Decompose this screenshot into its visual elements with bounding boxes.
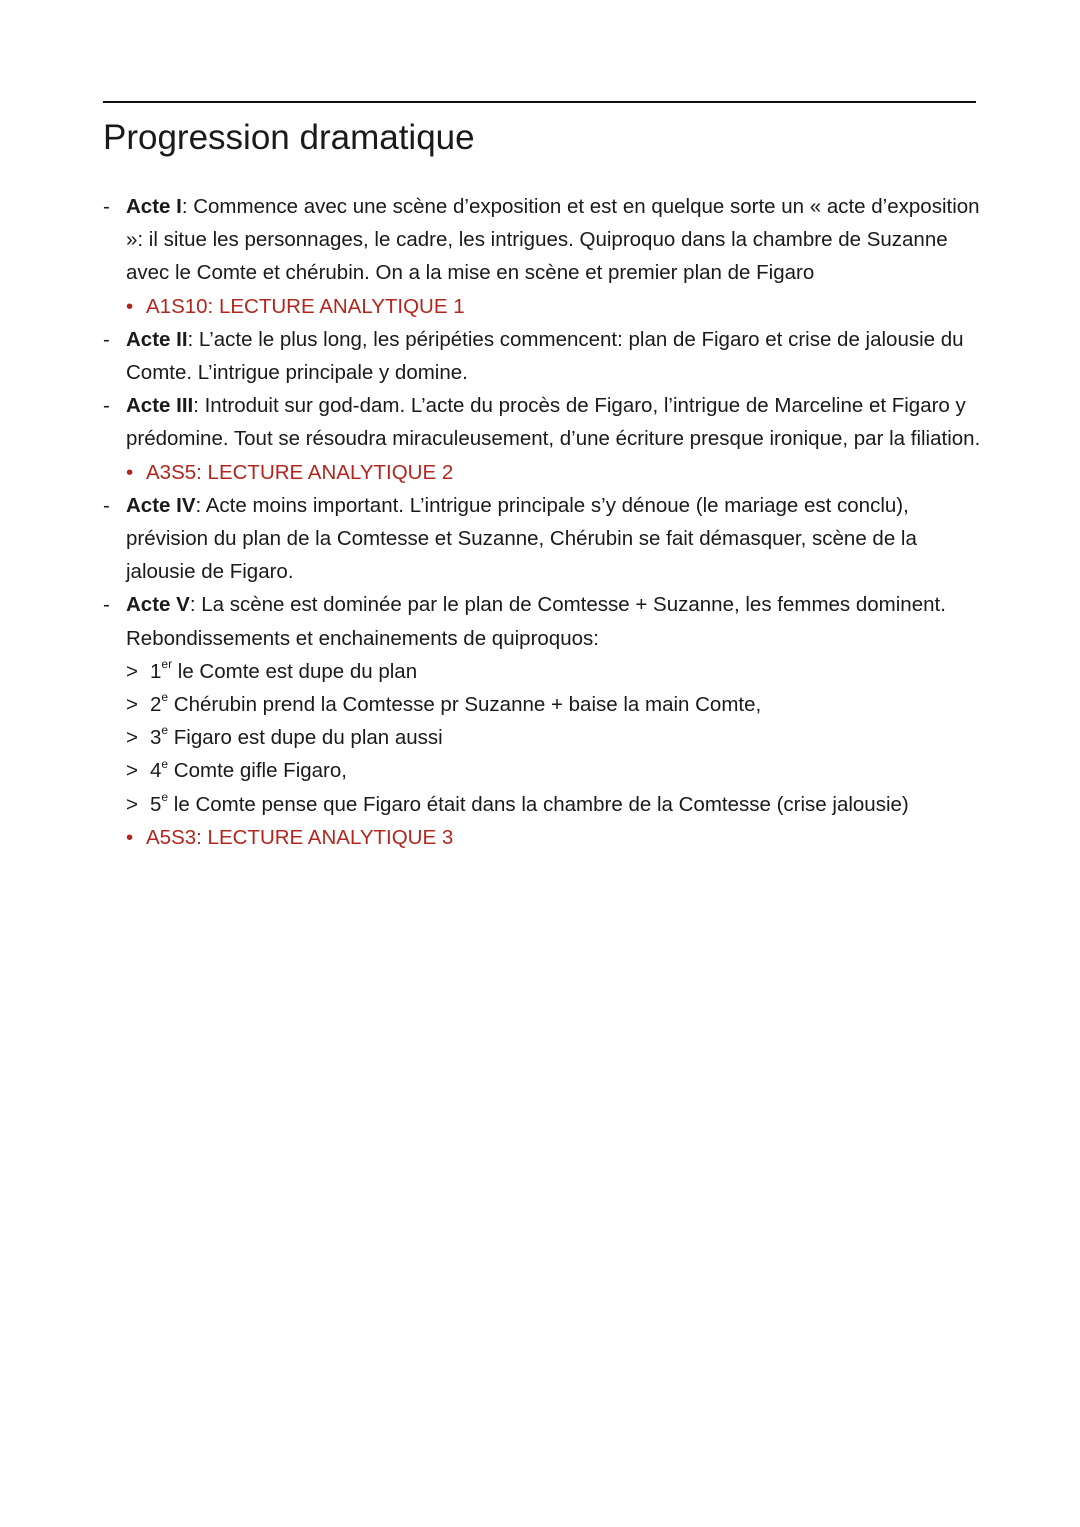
acte-i-item	[103, 190, 983, 290]
acte-name: Acte V	[126, 593, 190, 617]
quiproquo-item-1: > 1er le Comte est dupe du plan	[103, 655, 983, 688]
arrow-icon: >	[126, 726, 138, 750]
acte-text: : Commence avec une scène d’exposition et est en quelque sorte un « acte d’exposition »: il situe les personnages, le cadre, les intrigues. Quiproquo dans la chambre de Suzanne avec le Comte et chérubin. On a la mise en scène et premier plan de Figaro	[126, 195, 980, 285]
page-title: Progression dramatique	[103, 118, 475, 157]
dash-marker: -	[103, 195, 110, 218]
dash-marker: -	[103, 593, 110, 617]
acte-name: Acte I	[126, 195, 182, 218]
quiproquo-item-2: > $2^e$ Chérubin prend la Comtesse pr Suzanne + baise la main Comte,	[103, 688, 983, 721]
arrow-icon: >	[126, 792, 138, 816]
acte-v-item	[103, 588, 983, 654]
acte-name: Acte III	[126, 394, 194, 418]
document-body	[103, 190, 983, 854]
arrow-icon: >	[126, 693, 138, 717]
lecture-analytique-2: • A3S5: LECTURE ANALYTIQUE 2	[103, 456, 983, 489]
arrow-icon: >	[126, 659, 138, 683]
acte-text: : La scène est dominée par le plan de Comtesse + Suzanne, les femmes dominent. Rebondissements et enchainements de quiproquos:	[126, 593, 946, 650]
lecture-analytique-1: • A1S10: LECTURE ANALYTIQUE 1	[103, 290, 983, 323]
dash-marker: -	[103, 327, 110, 351]
bullet-icon: •	[126, 460, 134, 484]
acte-ii-item	[103, 323, 983, 389]
acte-text: : L’acte le plus long, les péripéties commencent: plan de Figaro et crise de jalousie du Comte. L’intrigue principale y domine.	[126, 327, 964, 385]
quiproquo-item-5: > $5^e$ le Comte pense que Figaro était dans la chambre de la Comtesse (crise jalousie)	[103, 788, 983, 821]
bullet-icon: •	[126, 294, 134, 318]
acte-iii-item	[103, 389, 983, 455]
dash-marker: -	[103, 394, 110, 418]
quiproquo-item-3: > $3^e$ Figaro est dupe du plan aussi	[103, 721, 983, 754]
acte-name: Acte II	[126, 327, 188, 351]
bullet-icon: •	[126, 825, 134, 849]
acte-text: : Introduit sur god-dam. L’acte du procès de Figaro, l’intrigue de Marceline et Figaro y prédomine. Tout se résoudra miraculeusement, d’une écriture presque ironique, par la filiation.	[126, 394, 981, 451]
acte-text: : Acte moins important. L’intrigue principale s’y dénoue (le mariage est conclu), prévision du plan de la Comtesse et Suzanne, Chérubin se fait démasquer, scène de la jalousie de Figaro.	[126, 493, 917, 584]
dash-marker: -	[103, 493, 110, 517]
arrow-icon: >	[126, 759, 138, 783]
title-rule	[103, 101, 976, 103]
acte-iv-item	[103, 489, 983, 589]
lecture-analytique-3: • A5S3: LECTURE ANALYTIQUE 3	[103, 821, 983, 854]
acte-name: Acte IV	[126, 493, 196, 517]
quiproquo-item-4: > $4^e$ Comte gifle Figaro,	[103, 754, 983, 787]
